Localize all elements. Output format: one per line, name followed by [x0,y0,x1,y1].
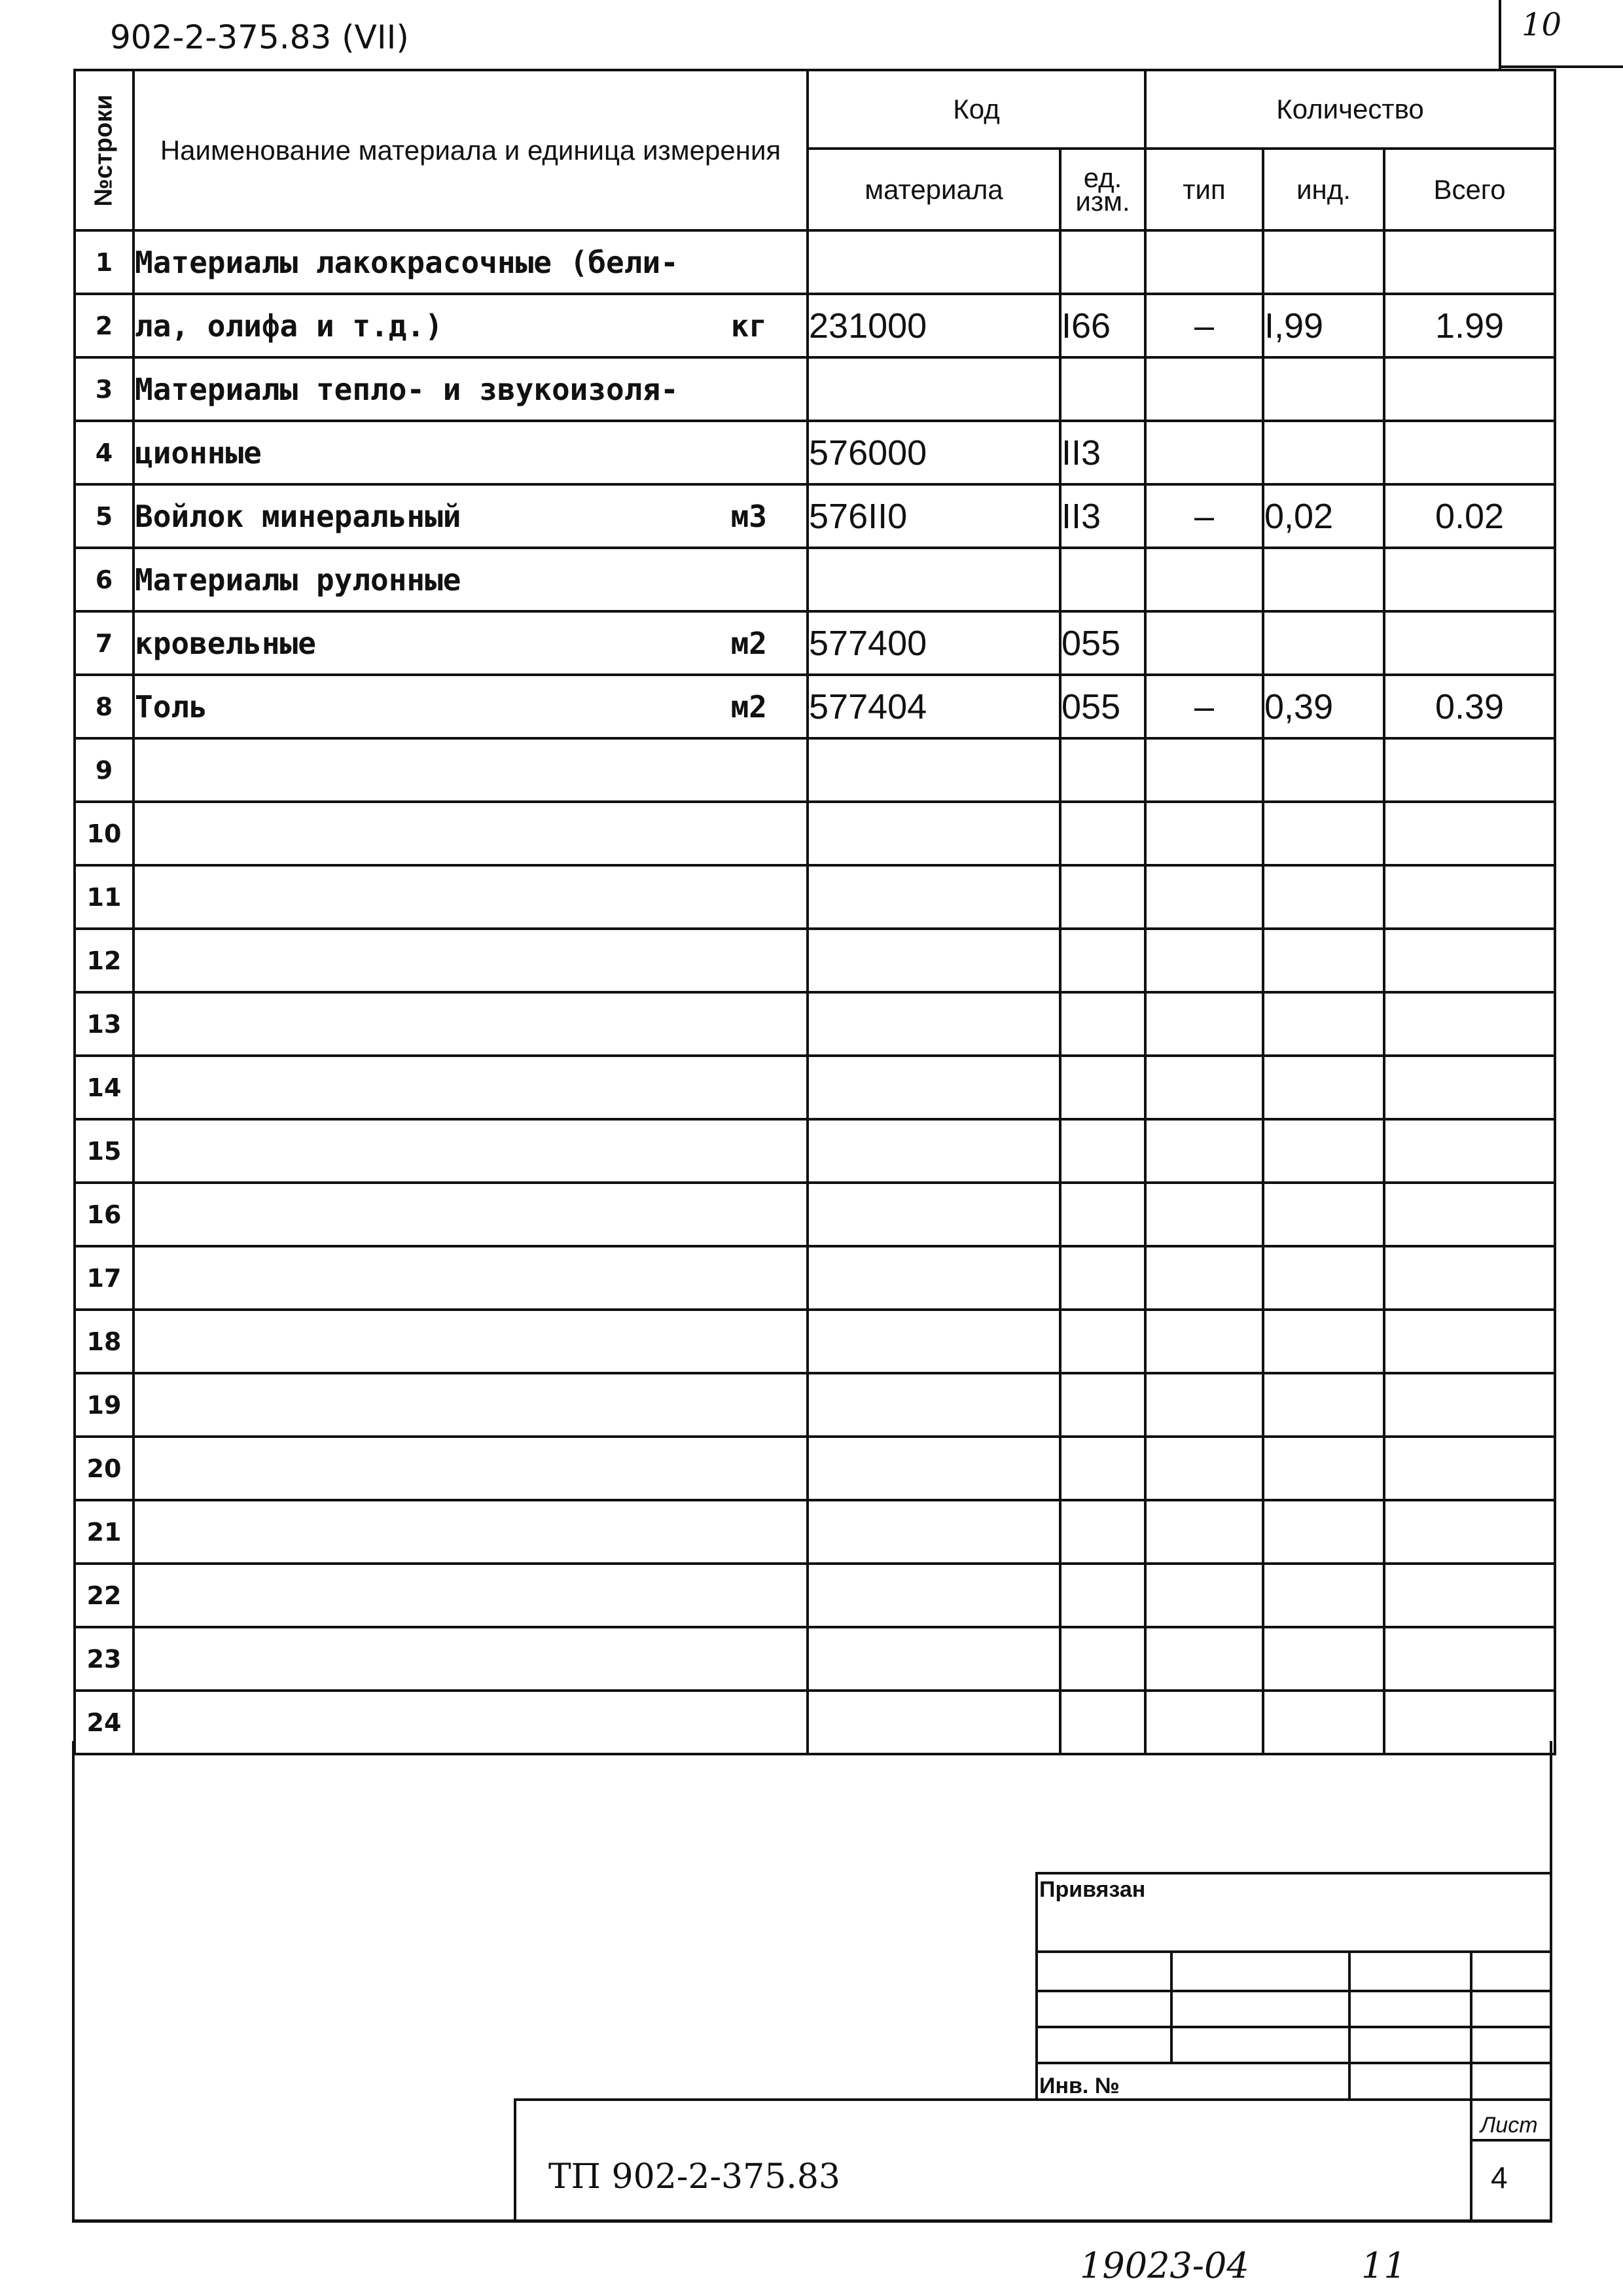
material-name-cell [134,802,808,865]
material-code-cell [808,357,1060,421]
material-name-text: ционные [135,435,262,471]
document-code: 902-2-375.83 (VII) [110,18,409,56]
individual-cell [1263,1310,1384,1373]
material-name-cell [134,230,808,294]
table-row [75,1627,1555,1691]
table-row [75,802,1555,865]
material-name-text: Толь [135,689,207,725]
table-row [75,1691,1555,1754]
total-cell [1384,865,1555,929]
total-cell [1384,357,1555,421]
individual-cell: 0,02 [1263,484,1384,548]
table-row [75,484,1555,548]
individual-cell [1263,802,1384,865]
row-number-cell: 17 [75,1246,134,1310]
archive-sheet: 11 [1361,2245,1406,2286]
material-code-cell: 577400 [808,611,1060,675]
individual-cell [1263,1119,1384,1183]
material-code-cell [808,1183,1060,1246]
row-number-cell: 2 [75,294,134,357]
row-number-cell: 10 [75,802,134,865]
material-name-cell [134,1310,808,1373]
material-name-cell [134,1500,808,1564]
material-name-cell [134,548,808,611]
individual-header: инд. [1263,149,1384,230]
unit-code-cell: II3 [1060,484,1145,548]
type-header: тип [1145,149,1263,230]
page-number: 10 [1522,7,1562,43]
material-name-header: Наименование материала и единица измерения [134,70,808,230]
material-name-text: ла, олифа и т.д.) [135,308,443,344]
row-number-cell: 9 [75,738,134,802]
material-name-cell [134,1691,808,1754]
row-number-cell: 19 [75,1373,134,1437]
sheet-number: 4 [1491,2161,1508,2195]
individual-cell [1263,548,1384,611]
material-name-text: Материалы тепло- и звукоизоля- [135,371,679,407]
total-cell [1384,1373,1555,1437]
material-name-cell [134,1437,808,1500]
unit-code-cell [1060,738,1145,802]
unit-code-cell: 055 [1060,675,1145,738]
material-name-cell [134,1373,808,1437]
total-cell [1384,1564,1555,1627]
row-number-cell: 13 [75,992,134,1056]
frame-bottom-border [72,2219,1552,2223]
type-cell [1145,1056,1263,1119]
unit-code-cell [1060,1310,1145,1373]
table-row [75,992,1555,1056]
material-name-cell [134,929,808,992]
type-cell: – [1145,294,1263,357]
table-row [75,230,1555,294]
material-code-cell [808,230,1060,294]
table-row [75,1119,1555,1183]
type-cell [1145,1373,1263,1437]
total-cell [1384,1437,1555,1500]
table-row [75,1564,1555,1627]
material-code-cell [808,1627,1060,1691]
total-cell [1384,802,1555,865]
unit-code-cell [1060,1246,1145,1310]
code-group-header: Код [808,70,1145,149]
frame-right-border [1550,1741,1552,2222]
unit-text: м2 [730,689,767,725]
material-name-cell [134,1246,808,1310]
unit-code-cell [1060,929,1145,992]
total-cell: 1.99 [1384,294,1555,357]
unit-code-cell: I66 [1060,294,1145,357]
unit-code-cell [1060,1691,1145,1754]
table-row [75,738,1555,802]
total-cell [1384,1246,1555,1310]
table-row [75,1056,1555,1119]
unit-code-cell: II3 [1060,421,1145,484]
type-cell: – [1145,484,1263,548]
header-divider [1499,0,1501,69]
attached-label: Привязан [1039,1877,1146,1902]
material-code-cell [808,1500,1060,1564]
table-row [75,675,1555,738]
type-cell [1145,1183,1263,1246]
material-name-text: Войлок минеральный [135,498,461,534]
unit-text: кг [730,308,767,344]
material-code-cell [808,1437,1060,1500]
row-number-cell: 14 [75,1056,134,1119]
materials-table [73,69,1556,1755]
unit-code-cell [1060,1500,1145,1564]
type-cell [1145,421,1263,484]
individual-cell [1263,1691,1384,1754]
individual-cell [1263,1246,1384,1310]
row-number-cell: 6 [75,548,134,611]
row-number-cell: 11 [75,865,134,929]
row-number-cell: 15 [75,1119,134,1183]
total-cell [1384,1119,1555,1183]
row-number-cell: 4 [75,421,134,484]
individual-cell [1263,865,1384,929]
row-number-cell: 8 [75,675,134,738]
total-cell: 0.02 [1384,484,1555,548]
material-code-cell [808,802,1060,865]
row-number-cell: 21 [75,1500,134,1564]
material-name-cell [134,1627,808,1691]
total-cell [1384,1310,1555,1373]
project-designation: ТП 902-2-375.83 [548,2157,840,2197]
material-code-cell: 576000 [808,421,1060,484]
type-cell [1145,1310,1263,1373]
material-code-cell: 231000 [808,294,1060,357]
table-row [75,1183,1555,1246]
unit-code-cell [1060,865,1145,929]
row-number-cell: 1 [75,230,134,294]
material-code-cell [808,548,1060,611]
row-number-cell: 7 [75,611,134,675]
material-name-cell [134,1183,808,1246]
material-name-text: кровельные [135,625,316,661]
table-row [75,548,1555,611]
individual-cell: I,99 [1263,294,1384,357]
type-cell [1145,230,1263,294]
material-code-cell [808,1564,1060,1627]
individual-cell: 0,39 [1263,675,1384,738]
quantity-group-header: Количество [1145,70,1555,149]
unit-code-cell [1060,992,1145,1056]
material-code-cell [808,1246,1060,1310]
material-code-cell [808,738,1060,802]
total-cell [1384,1500,1555,1564]
material-name-cell [134,1564,808,1627]
material-code-cell [808,1373,1060,1437]
row-number-cell: 12 [75,929,134,992]
unit-code-cell [1060,1056,1145,1119]
unit-code-cell [1060,548,1145,611]
unit-code-cell [1060,230,1145,294]
material-name-cell [134,421,808,484]
total-cell [1384,1056,1555,1119]
unit-code-cell [1060,357,1145,421]
material-code-header: материала [808,149,1060,230]
row-number-cell: 24 [75,1691,134,1754]
individual-cell [1263,611,1384,675]
type-cell [1145,929,1263,992]
individual-cell [1263,929,1384,992]
frame-left-border [72,1741,75,2222]
material-name-cell [134,611,808,675]
row-number-cell: 20 [75,1437,134,1500]
total-cell [1384,1627,1555,1691]
material-code-cell [808,1119,1060,1183]
unit-code-cell [1060,1373,1145,1437]
material-code-cell [808,1691,1060,1754]
unit-code-cell [1060,1183,1145,1246]
total-cell [1384,611,1555,675]
total-cell [1384,738,1555,802]
row-number-cell: 18 [75,1310,134,1373]
individual-cell [1263,1373,1384,1437]
type-cell [1145,992,1263,1056]
table-row [75,929,1555,992]
table-row [75,357,1555,421]
unit-code-cell [1060,1627,1145,1691]
individual-cell [1263,1627,1384,1691]
table-row [75,1437,1555,1500]
material-name-cell [134,1056,808,1119]
type-cell [1145,1119,1263,1183]
material-name-text: Материалы лакокрасочные (бели- [135,244,679,280]
material-code-cell [808,865,1060,929]
type-cell [1145,738,1263,802]
material-name-cell [134,675,808,738]
type-cell [1145,1246,1263,1310]
total-cell: 0.39 [1384,675,1555,738]
total-cell [1384,1183,1555,1246]
material-name-cell [134,484,808,548]
material-code-cell: 576II0 [808,484,1060,548]
sheet-label: Лист [1480,2113,1538,2138]
total-cell [1384,421,1555,484]
total-cell [1384,230,1555,294]
material-name-cell [134,865,808,929]
individual-cell [1263,738,1384,802]
unit-code-cell: 055 [1060,611,1145,675]
table-row [75,421,1555,484]
individual-cell [1263,1056,1384,1119]
type-cell [1145,1437,1263,1500]
material-name-cell [134,738,808,802]
unit-code-cell [1060,802,1145,865]
individual-cell [1263,992,1384,1056]
material-name-cell [134,1119,808,1183]
archive-number: 19023-04 [1080,2245,1249,2286]
table-row [75,1246,1555,1310]
material-name-text: Материалы рулонные [135,562,461,598]
row-number-cell: 3 [75,357,134,421]
individual-cell [1263,1183,1384,1246]
individual-cell [1263,1500,1384,1564]
type-cell [1145,1564,1263,1627]
type-cell [1145,1627,1263,1691]
total-cell [1384,1691,1555,1754]
individual-cell [1263,1564,1384,1627]
table-row [75,1310,1555,1373]
material-name-cell [134,357,808,421]
unit-code-cell [1060,1119,1145,1183]
unit-code-header: ед. изм. [1060,149,1145,230]
table-row [75,1373,1555,1437]
row-number-cell: 16 [75,1183,134,1246]
material-code-cell [808,992,1060,1056]
material-code-cell: 577404 [808,675,1060,738]
total-cell [1384,992,1555,1056]
type-cell: – [1145,675,1263,738]
type-cell [1145,1500,1263,1564]
total-header: Всего [1384,149,1555,230]
total-cell [1384,929,1555,992]
table-row [75,865,1555,929]
type-cell [1145,1691,1263,1754]
table-row [75,1500,1555,1564]
type-cell [1145,802,1263,865]
unit-text: м2 [730,625,767,661]
individual-cell [1263,1437,1384,1500]
row-number-header: №строки [75,70,134,230]
inventory-number-label: Инв. № [1039,2073,1120,2098]
type-cell [1145,357,1263,421]
unit-code-cell [1060,1437,1145,1500]
header-underline [1499,65,1623,68]
table-row [75,294,1555,357]
individual-cell [1263,230,1384,294]
unit-text: м3 [730,498,767,534]
table-row [75,611,1555,675]
row-number-cell: 23 [75,1627,134,1691]
material-name-cell [134,294,808,357]
total-cell [1384,548,1555,611]
individual-cell [1263,421,1384,484]
row-number-cell: 22 [75,1564,134,1627]
unit-code-cell [1060,1564,1145,1627]
material-code-cell [808,929,1060,992]
individual-cell [1263,357,1384,421]
type-cell [1145,865,1263,929]
type-cell [1145,611,1263,675]
type-cell [1145,548,1263,611]
material-name-cell [134,992,808,1056]
row-number-cell: 5 [75,484,134,548]
material-code-cell [808,1056,1060,1119]
material-code-cell [808,1310,1060,1373]
